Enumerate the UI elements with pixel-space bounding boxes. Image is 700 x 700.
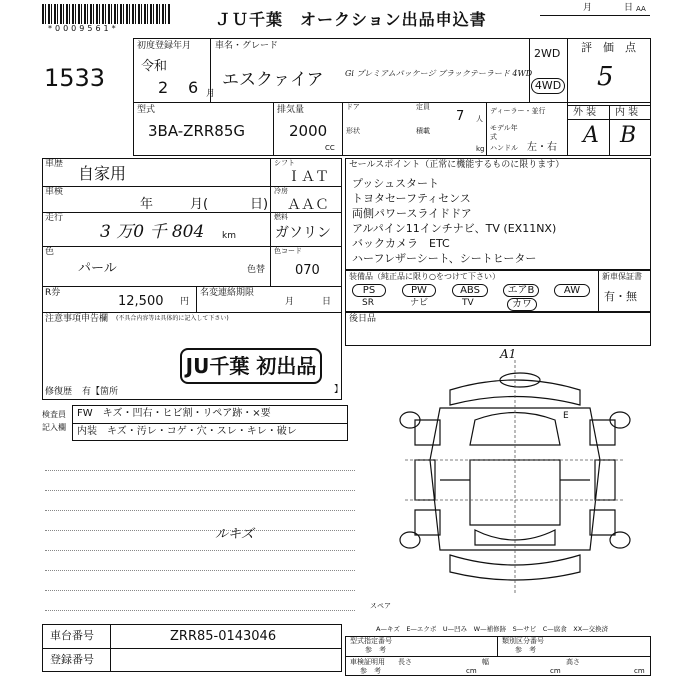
diagram-note-e: E xyxy=(563,411,569,421)
mileage-label: 走行 xyxy=(45,213,64,223)
capacity-label: 定員 xyxy=(416,103,430,111)
sales-point-4: アルパイン11インチナビ、TV (EX11NX) xyxy=(352,222,557,235)
mileage-value: 3 万0 千 804 xyxy=(100,222,205,242)
model-year-label: モデル年式 xyxy=(490,124,518,141)
later-items-box xyxy=(345,312,651,346)
equip-ps: PS xyxy=(352,284,386,297)
drive-2wd: 2WD xyxy=(534,47,561,60)
exterior-label: 外 装 xyxy=(573,107,597,118)
registration-label: 初度登録年月 xyxy=(137,41,192,51)
exterior-grade: A xyxy=(583,123,599,148)
inspection-label: 車検 xyxy=(45,187,64,197)
barcode xyxy=(42,4,170,24)
shift-label: シフト xyxy=(274,159,295,167)
color-label: 色 xyxy=(45,247,55,257)
stamp-text: JU千葉 初出品 xyxy=(185,354,317,378)
equip-leather: カワ xyxy=(507,298,537,311)
handwritten-note: ルキズ xyxy=(215,527,254,542)
registration-year: 2 xyxy=(158,78,169,97)
capacity-unit: 人 xyxy=(476,115,483,123)
inspector-row1: FW キズ・凹右・ヒビ割・リペア跡・×要 xyxy=(77,408,271,419)
sales-points-label: セールスポイント（正常に機能するものに限ります） xyxy=(349,160,565,170)
reg-number-label: 登録番号 xyxy=(50,653,94,666)
recycle-value: 12,500 xyxy=(118,294,164,309)
cooler-label: 冷房 xyxy=(274,187,288,195)
registration-month: 6 xyxy=(188,78,199,97)
notes-sub: (不具合内容等は具体的に記入して下さい) xyxy=(116,315,229,322)
chassis-value: ZRR85-0143046 xyxy=(170,629,277,644)
car-name-label: 車名・グレード xyxy=(215,41,279,51)
damage-legend: A—キズ E—エクボ U—凹み W—補修跡 S—サビ C—腐食 XX—交換済 xyxy=(376,625,609,633)
type-number-label: 型式指定番号 xyxy=(350,637,392,645)
page-title: ＪＵ千葉 オークション出品申込書 xyxy=(215,10,487,29)
equip-aw: AW xyxy=(554,284,590,297)
equip-abs: ABS xyxy=(452,284,488,297)
inspection-month: 月( xyxy=(190,197,209,212)
handle-label: ハンドル xyxy=(490,144,518,152)
length-unit: cm xyxy=(466,667,477,675)
displacement-label: 排気量 xyxy=(277,105,305,115)
warranty-label: 新車保証書 xyxy=(602,272,642,281)
date-month: 月 xyxy=(583,3,593,13)
equipment-label: 装備品（純正品に限り○をつけて下さい） xyxy=(349,272,500,281)
equip-sr: SR xyxy=(362,298,374,308)
cert-label: 車検証明用 xyxy=(350,658,385,666)
date-code: AA xyxy=(636,5,646,13)
recycle-label: R券 xyxy=(45,288,61,298)
first-listing-stamp xyxy=(180,348,322,384)
inspector-label1: 検査員 xyxy=(42,410,66,419)
car-name: エスクァイア xyxy=(222,70,324,90)
dealer-label: ディーラー・並行 xyxy=(490,107,546,115)
class-ref: 参 考 xyxy=(515,646,536,654)
later-label: 後日品 xyxy=(349,314,377,324)
registration-era: 令和 xyxy=(141,59,168,74)
name-change-month: 月 xyxy=(285,297,295,307)
car-damage-diagram xyxy=(395,347,635,610)
model-label: 型式 xyxy=(137,105,156,115)
notes-label: 注意事項申告欄 xyxy=(45,314,109,324)
date-day: 日 xyxy=(624,3,634,13)
registration-month-unit: 月 xyxy=(206,89,216,99)
interior-label: 内 装 xyxy=(615,107,639,118)
car-grade: Gi プレミアムパッケージ ブラックテーラード 4WD xyxy=(345,69,533,78)
interior-grade: B xyxy=(620,123,637,148)
displacement-unit: CC xyxy=(325,144,335,152)
color-value: パール xyxy=(78,261,117,276)
length-label: 長さ xyxy=(398,658,412,666)
repair-close: 】 xyxy=(334,385,344,395)
fuel-value: ガソリン xyxy=(275,225,331,241)
inspection-day: 日) xyxy=(250,197,269,212)
mileage-unit: km xyxy=(222,231,236,241)
model-value: 3BA-ZRR85G xyxy=(148,122,246,140)
fuel-label: 燃料 xyxy=(274,213,288,221)
inspector-label2: 記入欄 xyxy=(42,423,66,432)
history-value: 自家用 xyxy=(78,164,127,183)
evaluation-label: 評 価 点 xyxy=(581,41,636,54)
history-label: 車歴 xyxy=(45,159,64,169)
shape-label: 形状 xyxy=(346,127,360,135)
sales-point-6: ハーフレザーシート、シートヒーター xyxy=(352,252,537,265)
diagram-note-a1: A1 xyxy=(500,347,517,361)
handle-value: 左・右 xyxy=(527,142,557,153)
drive-4wd-circled xyxy=(531,78,565,94)
class-number-label: 類別区分番号 xyxy=(502,637,544,645)
warranty-value: 有・無 xyxy=(604,290,637,303)
chassis-label: 車台番号 xyxy=(50,629,94,642)
load-label: 積載 xyxy=(416,127,430,135)
serial-number: *0009561* xyxy=(48,24,119,33)
capacity-value: 7 xyxy=(456,109,465,124)
equip-tv: TV xyxy=(462,298,474,308)
name-change-label: 名変連絡期限 xyxy=(200,288,255,298)
type-ref: 参 考 xyxy=(365,646,386,654)
width-unit: cm xyxy=(550,667,561,675)
repair-label: 修復歴 xyxy=(45,387,73,397)
height-label: 高さ xyxy=(566,658,580,666)
lot-number: 1533 xyxy=(44,64,106,92)
spare-label: スペア xyxy=(370,602,391,610)
width-label: 幅 xyxy=(482,658,489,666)
inspection-year: 年 xyxy=(140,197,154,212)
doors-label: ドア xyxy=(346,103,360,111)
color-code: 070 xyxy=(295,263,320,278)
displacement-value: 2000 xyxy=(289,122,328,140)
repair-value: 有【箇所 xyxy=(82,387,119,397)
name-change-day: 日 xyxy=(322,297,332,307)
inspector-row2: 内装 キズ・汚レ・コゲ・穴・スレ・キレ・破レ xyxy=(77,426,297,437)
cert-ref: 参 考 xyxy=(360,667,381,675)
load-unit: kg xyxy=(476,145,485,153)
sales-point-2: トヨタセーフティセンス xyxy=(352,192,471,205)
color-code-label: 色コード xyxy=(274,247,302,255)
sales-point-5: バックカメラ ETC xyxy=(352,237,450,250)
drive-4wd: 4WD xyxy=(534,79,562,92)
sales-point-3: 両側パワースライドドア xyxy=(352,207,472,220)
recycle-unit: 円 xyxy=(180,297,190,307)
cooler-value: ＡＡＣ xyxy=(287,197,329,213)
evaluation-score: 5 xyxy=(597,62,614,92)
repaint-label: 色替 xyxy=(247,265,266,275)
equip-navi: ナビ xyxy=(410,298,429,308)
equip-airbag: エアB xyxy=(503,284,539,297)
sales-point-1: プッシュスタート xyxy=(352,177,440,190)
equip-pw: PW xyxy=(402,284,436,297)
height-unit: cm xyxy=(634,667,645,675)
shift-value: ＩＡＴ xyxy=(287,169,329,185)
